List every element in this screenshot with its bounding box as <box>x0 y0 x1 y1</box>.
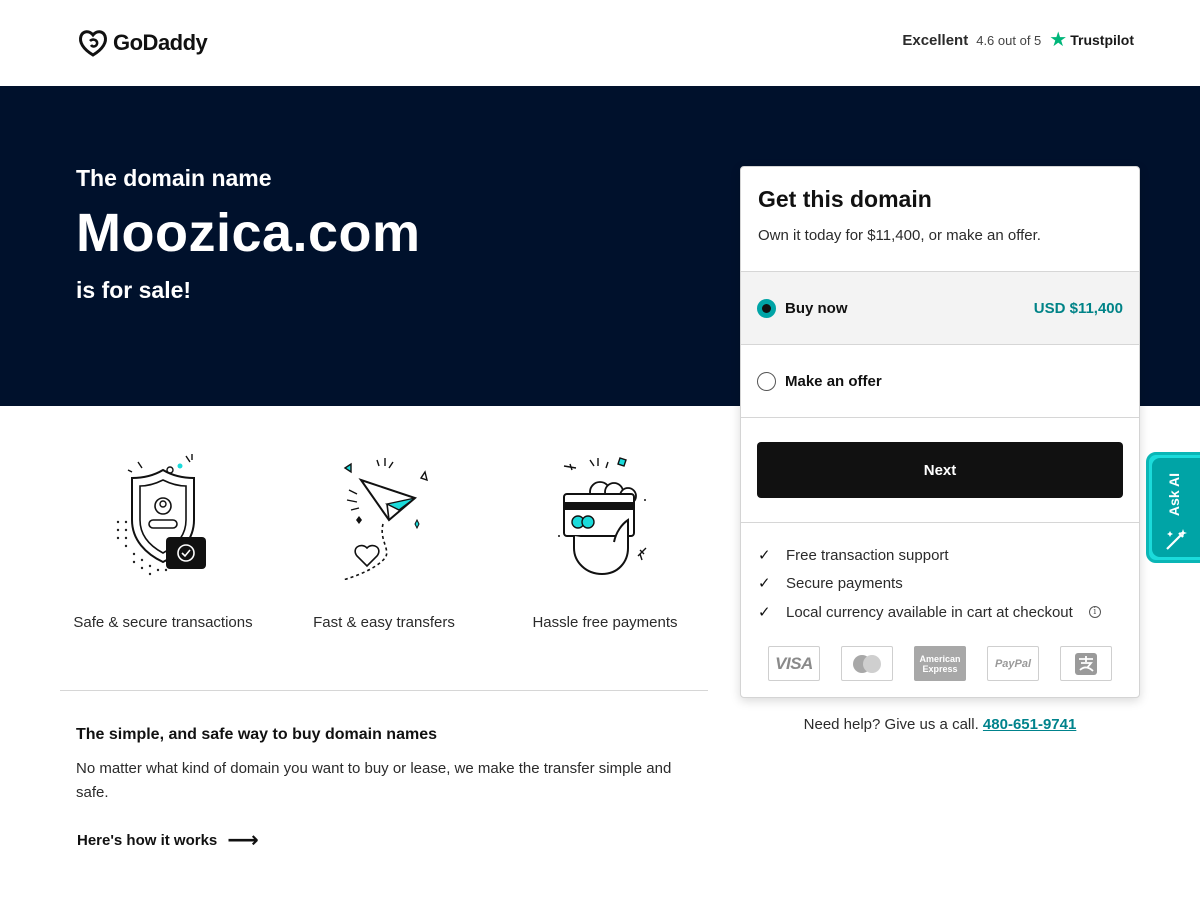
arrow-right-icon: ⟶ <box>227 827 259 852</box>
trustpilot-star-icon: ★ <box>1049 29 1068 51</box>
mastercard-icon <box>850 653 884 675</box>
alipay-logo <box>1060 646 1112 681</box>
shield-check-icon <box>108 450 218 580</box>
purchase-card <box>740 166 1140 698</box>
check-icon: ✓ <box>758 547 771 564</box>
trustpilot-logo <box>1049 30 1134 50</box>
site-header <box>0 0 1200 86</box>
help-text: Need help? Give us a call. <box>803 716 979 733</box>
godaddy-heart-icon <box>77 28 109 58</box>
rating-score: 4.6 out of 5 <box>976 32 1042 48</box>
benefits-divider <box>741 522 1139 523</box>
feature-label: Hassle free payments <box>532 614 678 631</box>
logo-text: GoDaddy <box>113 30 208 55</box>
feature-payments <box>505 450 705 631</box>
ask-ai-panel <box>1152 458 1200 557</box>
trustpilot-rating[interactable] <box>902 30 1134 50</box>
feature-secure <box>63 450 263 631</box>
check-icon: ✓ <box>758 575 771 592</box>
paypal-logo: PayPal <box>987 646 1039 681</box>
how-it-works-link[interactable] <box>77 829 259 851</box>
hand-card-icon <box>550 450 660 580</box>
radio-buy-now[interactable] <box>757 299 776 318</box>
check-icon: ✓ <box>758 604 771 621</box>
option-buy-now[interactable] <box>741 271 1139 344</box>
option-label: Buy now <box>785 299 848 317</box>
option-divider <box>741 417 1139 418</box>
benefit-item <box>758 603 1101 621</box>
trustpilot-text: Trustpilot <box>1070 32 1134 48</box>
hero-pretitle: The domain name <box>76 165 272 191</box>
visa-logo: VISA <box>768 646 820 681</box>
benefit-text: Free transaction support <box>786 546 949 564</box>
alipay-icon <box>1074 652 1098 676</box>
option-make-offer[interactable] <box>741 344 1139 417</box>
ask-ai-label: Ask AI <box>1166 473 1182 517</box>
benefit-item <box>758 546 949 564</box>
hero-subtitle: is for sale! <box>76 277 192 303</box>
domain-name-title: Moozica.com <box>76 203 421 263</box>
info-title: The simple, and safe way to buy domain names <box>76 726 437 743</box>
paper-plane-icon <box>329 450 439 580</box>
godaddy-logo[interactable] <box>77 28 207 58</box>
next-button[interactable]: Next <box>757 442 1123 498</box>
help-phone-link[interactable]: 480-651-9741 <box>982 716 1077 733</box>
amex-logo: American Express <box>914 646 966 681</box>
feature-transfers <box>284 450 484 631</box>
info-body: No matter what kind of domain you want to buy or lease, we make the transfer simple and safe. <box>76 760 672 801</box>
radio-make-offer[interactable] <box>757 372 776 391</box>
help-line <box>740 716 1140 733</box>
rating-word: Excellent <box>902 31 969 49</box>
ask-ai-tab[interactable] <box>1146 452 1200 563</box>
benefit-text: Secure payments <box>786 574 903 592</box>
benefit-item <box>758 574 903 592</box>
section-divider <box>60 690 708 691</box>
option-label: Make an offer <box>785 372 882 390</box>
feature-label: Safe & secure transactions <box>73 614 253 631</box>
how-it-works-label: Here's how it works <box>77 831 218 849</box>
mastercard-logo <box>841 646 893 681</box>
benefit-text: Local currency available in cart at checkout <box>786 603 1073 621</box>
feature-label: Fast & easy transfers <box>313 614 455 631</box>
card-title: Get this domain <box>758 186 932 212</box>
card-subtitle: Own it today for $11,400, or make an offer. <box>758 227 1041 244</box>
option-price: USD $11,400 <box>1033 299 1123 317</box>
info-icon[interactable]: i <box>1089 606 1101 618</box>
magic-wand-icon <box>1164 528 1188 552</box>
